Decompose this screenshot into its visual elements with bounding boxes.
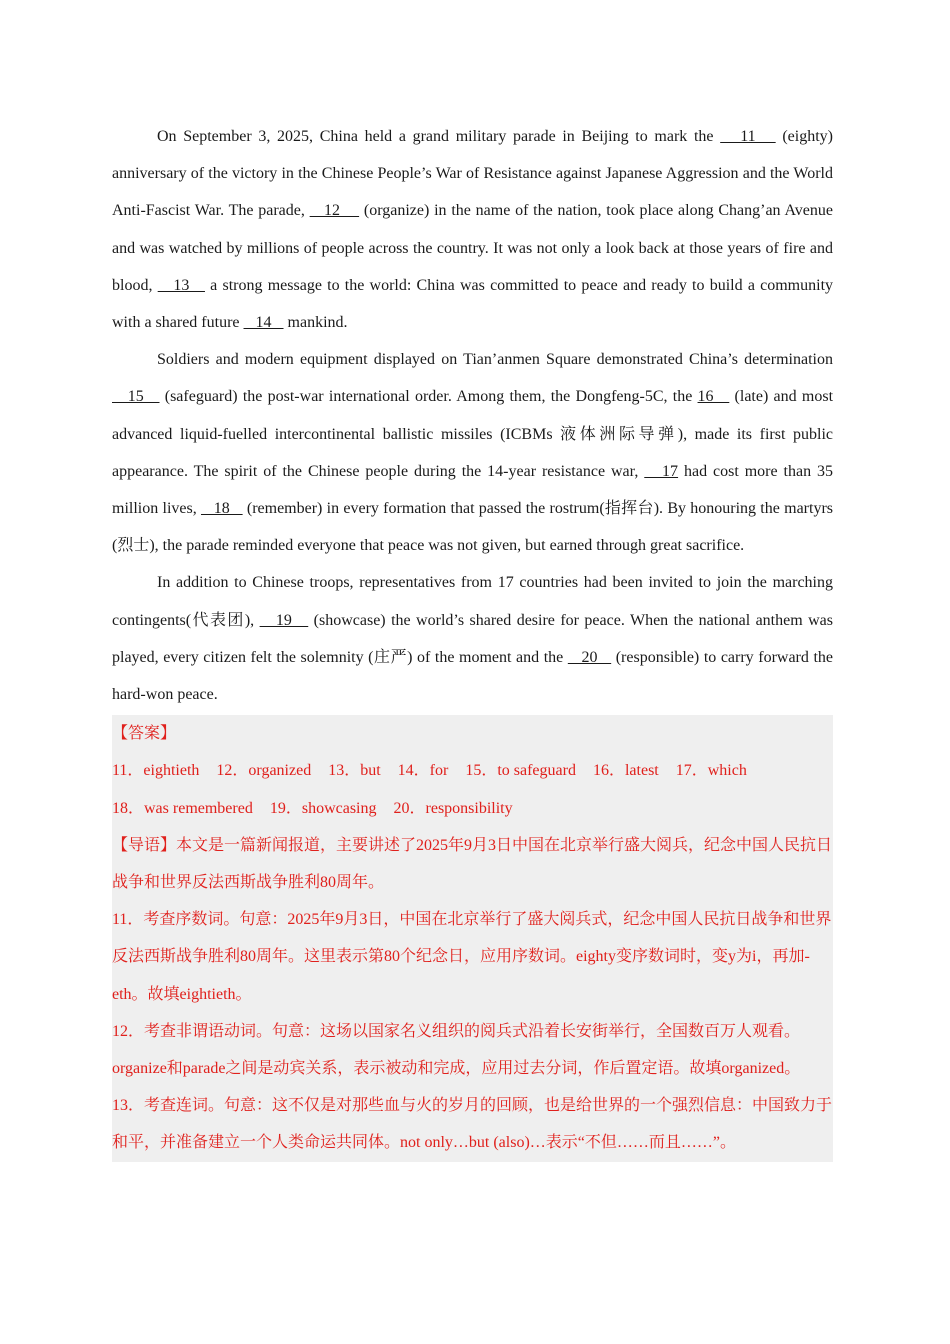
- answer-blank: 11: [720, 128, 776, 145]
- passage-text: mankind.: [283, 314, 348, 332]
- guide-text: 【导语】本文是一篇新闻报道，主要讲述了2025年9月3日中国在北京举行盛大阅兵，纪念中国人民抗日战争和世界反法西斯战争胜利80周年。: [112, 836, 833, 892]
- passage-text: (organize) in the name of the nation, took place along Chang’an Avenue and was watched by millions of people across the country. It was not only a look back at those years of fire and blood,: [112, 202, 834, 294]
- answer-blank: 20: [567, 648, 612, 666]
- answer-item: 13．but: [328, 762, 381, 780]
- answer-item: 11．eightieth: [112, 762, 200, 780]
- answer-blank: 15: [112, 388, 160, 406]
- answer-item: 16．latest: [592, 762, 659, 780]
- answer-section: [112, 715, 833, 1161]
- passage-text: a strong message to the world: China was committed to peace and ready to build a community with a shared future: [112, 276, 834, 332]
- passage-paragraph: [112, 118, 833, 341]
- answer-blank: 18: [200, 500, 243, 518]
- answer-heading: 【答案】: [112, 725, 177, 743]
- explanation-paragraph: 11．考查序数词。句意：2025年9月3日，中国在北京举行了盛大阅兵式，纪念中国人民抗日战争和世界反法西斯战争胜利80周年。这里表示第80个纪念日，应用序数词。eighty变序数词时，变y为i，再加-eth。故填eightieth。: [112, 911, 832, 1003]
- passage-paragraph: [112, 564, 833, 713]
- explanations: [112, 901, 833, 1161]
- passage-text: On September 3, 2025, China held a grand military parade in Beijing to mark the: [157, 128, 721, 145]
- answers-row-1: [112, 752, 833, 789]
- passage-paragraph: [112, 341, 833, 564]
- answer-item: 12．organized: [216, 762, 312, 780]
- answer-blank: 12: [309, 202, 360, 220]
- answer-blank: 16: [697, 388, 730, 406]
- worksheet-page: [112, 118, 833, 1162]
- passage-text: (showcase) the world’s shared desire for peace. When the national anthem was played, every citizen felt the solemnity (庄严) of the moment and the: [112, 611, 833, 666]
- answer-item: 19．showcasing: [269, 799, 377, 817]
- passage-text: (safeguard) the post-war international order. Among them, the Dongfeng-5C, the: [159, 388, 698, 406]
- passage-text: In addition to Chinese troops, representatives from 17 countries had been invited to join the marching contingents(代表团),: [112, 574, 833, 629]
- answer-blank: 19: [259, 611, 309, 629]
- passage-text: Soldiers and modern equipment displayed on Tian’anmen Square demonstrated China’s determination: [157, 351, 833, 369]
- answer-item: 15．to safeguard: [465, 762, 576, 780]
- passage-text: (eighty) anniversary of the victory in the Chinese People’s War of Resistance against Japanese Aggression and the World Anti-Fascist War. The parade,: [112, 128, 833, 220]
- passage-text: (responsible) to carry forward the hard-won peace.: [112, 648, 833, 704]
- explanation-paragraph: 13．考查连词。句意：这不仅是对那些血与火的岁月的回顾，也是给世界的一个强烈信息：中国致力于和平，并准备建立一个人类命运共同体。not only…but (also)…表示“不但……而且……”。: [112, 1097, 833, 1152]
- answer-item: 14．for: [397, 762, 449, 780]
- answer-blank: 14: [243, 314, 284, 332]
- answer-item: 17．which: [675, 762, 747, 780]
- passage: [112, 118, 833, 713]
- passage-text: had cost more than 35 million lives,: [112, 462, 834, 518]
- answer-item: 20．responsibility: [393, 799, 513, 817]
- answer-blank: 17: [644, 462, 679, 480]
- answer-blank: 13: [157, 276, 205, 294]
- answer-item: 18．was remembered: [112, 799, 253, 817]
- answers-row-2: [112, 790, 833, 827]
- passage-text: (late) and most advanced liquid-fuelled intercontinental ballistic missiles (ICBMs 液体洲际导弹), made its first public appearance. The spirit of the Chinese people during the 14-year resistance war,: [112, 388, 834, 480]
- passage-text: (remember) in every formation that passed the rostrum(指挥台). By honouring the martyrs (烈士), the parade reminded everyone that peace was not given, but earned through great sacrifice.: [112, 500, 833, 555]
- explanation-paragraph: 12．考查非谓语动词。句意：这场以国家名义组织的阅兵式沿着长安街举行，全国数百万人观看。organize和parade之间是动宾关系，表示被动和完成，应用过去分词，作后置定语。故填organized。: [112, 1022, 801, 1078]
